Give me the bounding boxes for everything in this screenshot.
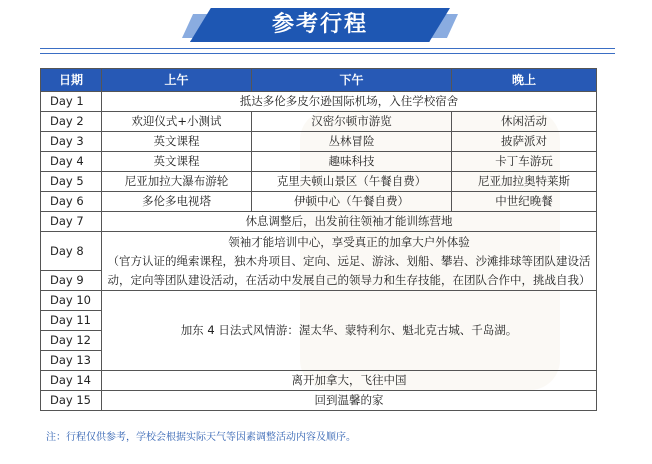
morning-cell: 欢迎仪式+小测试 — [102, 112, 252, 132]
day-cell: Day 4 — [41, 152, 102, 172]
day-cell: Day 11 — [41, 311, 102, 331]
morning-cell: 多伦多电视塔 — [102, 192, 252, 212]
evening-cell: 尼亚加拉奥特莱斯 — [452, 172, 597, 192]
afternoon-cell: 伊顿中心（午餐自费） — [252, 192, 452, 212]
header-evening: 晚上 — [452, 69, 597, 92]
camp-line-1: 领袖才能培训中心，享受真正的加拿大户外体验 — [228, 234, 470, 249]
title-banner — [190, 4, 450, 48]
title-rule — [40, 48, 615, 54]
day-cell: Day 9 — [41, 271, 102, 291]
table-row — [41, 132, 597, 152]
morning-cell: 尼亚加拉大瀑布游轮 — [102, 172, 252, 192]
morning-cell: 英文课程 — [102, 152, 252, 172]
afternoon-cell: 汉密尔顿市游览 — [252, 112, 452, 132]
day-cell: Day 7 — [41, 212, 102, 232]
table-row — [41, 391, 597, 411]
itinerary-table — [40, 68, 597, 411]
afternoon-cell: 趣味科技 — [252, 152, 452, 172]
camp-line-3: 动，定向等团队建设活动，在活动中发展自己的领导力和生存技能，在团队合作中，挑战自我） — [107, 272, 591, 287]
morning-cell: 英文课程 — [102, 132, 252, 152]
day-cell: Day 5 — [41, 172, 102, 192]
afternoon-cell: 克里夫顿山景区（午餐自费） — [252, 172, 452, 192]
header-morning: 上午 — [102, 69, 252, 92]
header-afternoon: 下午 — [252, 69, 452, 92]
day-cell: Day 10 — [41, 291, 102, 311]
full-day-cell: 回到温馨的家 — [102, 391, 597, 411]
day-cell: Day 8 — [41, 232, 102, 271]
footnote: 注：行程仅供参考，学校会根据实际天气等因素调整活动内容及顺序。 — [46, 432, 356, 443]
table-row — [41, 92, 597, 112]
day-cell: Day 12 — [41, 331, 102, 351]
camp-description-cell — [102, 232, 597, 291]
evening-cell: 卡丁车游玩 — [452, 152, 597, 172]
day-cell: Day 1 — [41, 92, 102, 112]
evening-cell: 中世纪晚餐 — [452, 192, 597, 212]
full-day-cell: 抵达多伦多皮尔逊国际机场，入住学校宿舍 — [102, 92, 597, 112]
afternoon-cell: 丛林冒险 — [252, 132, 452, 152]
table-row — [41, 152, 597, 172]
full-day-cell: 休息调整后，出发前往领袖才能训练营地 — [102, 212, 597, 232]
day-cell: Day 2 — [41, 112, 102, 132]
table-row — [41, 291, 597, 311]
day-cell: Day 14 — [41, 371, 102, 391]
table-row — [41, 172, 597, 192]
evening-cell: 披萨派对 — [452, 132, 597, 152]
table-header-row — [41, 69, 597, 92]
table-row — [41, 212, 597, 232]
page-title: 参考行程 — [271, 12, 368, 37]
table-row — [41, 371, 597, 391]
evening-cell: 休闲活动 — [452, 112, 597, 132]
full-day-cell: 离开加拿大，飞往中国 — [102, 371, 597, 391]
camp-line-2: （官方认证的绳索课程，独木舟项目、定向、远足、游泳、划船、攀岩、沙滩排球等团队建设活 — [107, 253, 591, 268]
day-cell: Day 13 — [41, 351, 102, 371]
table-row — [41, 232, 597, 271]
header-date: 日期 — [41, 69, 102, 92]
day-cell: Day 3 — [41, 132, 102, 152]
table-row — [41, 112, 597, 132]
day-cell: Day 6 — [41, 192, 102, 212]
day-cell: Day 15 — [41, 391, 102, 411]
table-row — [41, 192, 597, 212]
tour-description-cell: 加东 4 日法式风情游：渥太华、蒙特利尔、魁北克古城、千岛湖。 — [102, 291, 597, 371]
